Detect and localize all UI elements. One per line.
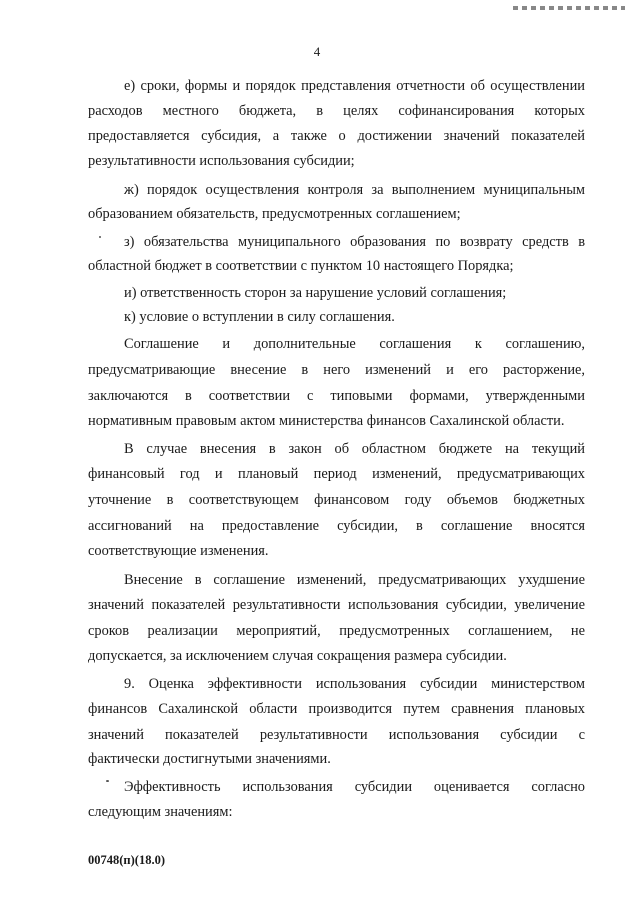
- text-line: финансов Сахалинской области производится путем сравнения плановых: [88, 701, 585, 717]
- text-line: и) ответственность сторон за нарушение условий соглашения;: [124, 285, 507, 301]
- text-line: значений показателей результативности использования субсидии, увеличение: [88, 597, 585, 613]
- text-line: заключаются в соответствии с типовыми формами, утвержденными: [88, 388, 585, 404]
- scan-speck: [106, 780, 109, 782]
- text-line: фактически достигнутыми значениями.: [88, 751, 331, 767]
- text-line: В случае внесения в закон об областном бюджете на текущий: [124, 441, 585, 457]
- text-line: следующим значениям:: [88, 804, 233, 820]
- text-line: з) обязательства муниципального образования по возврату средств в: [124, 234, 585, 250]
- text-line: соответствующие изменения.: [88, 543, 269, 559]
- text-line: ж) порядок осуществления контроля за выполнением муниципальным: [124, 182, 585, 198]
- scan-speck: [99, 236, 101, 238]
- scan-edge-mark: [513, 6, 625, 10]
- text-line: Эффективность использования субсидии оценивается согласно: [124, 779, 585, 795]
- text-line: расходов местного бюджета, в целях софинансирования которых: [88, 103, 585, 119]
- text-line: финансовый год и плановый период изменений, предусматривающих: [88, 466, 585, 482]
- text-line: е) сроки, формы и порядок представления отчетности об осуществлении: [124, 78, 585, 94]
- text-line: Внесение в соглашение изменений, предусматривающих ухудшение: [124, 572, 585, 588]
- text-line: образованием обязательств, предусмотренных соглашением;: [88, 206, 461, 222]
- text-line: областной бюджет в соответствии с пунктом 10 настоящего Порядка;: [88, 258, 514, 274]
- text-line: результативности использования субсидии;: [88, 153, 355, 169]
- text-line: значений показателей результативности использования субсидии с: [88, 727, 585, 743]
- text-line: предусматривающие внесение в него изменений и его расторжение,: [88, 362, 585, 378]
- page-number: 4: [313, 44, 321, 59]
- text-line: к) условие о вступлении в силу соглашения.: [124, 309, 395, 325]
- text-line: нормативным правовым актом министерства финансов Сахалинской области.: [88, 413, 565, 429]
- text-line: сроков реализации мероприятий, предусмотренных соглашением, не: [88, 623, 585, 639]
- text-line: Соглашение и дополнительные соглашения к соглашению,: [124, 336, 585, 352]
- text-line: допускается, за исключением случая сокращения размера субсидии.: [88, 648, 507, 664]
- text-line: 9. Оценка эффективности использования субсидии министерством: [124, 676, 585, 692]
- text-line: предоставляется субсидия, а также о достижении значений показателей: [88, 128, 585, 144]
- document-code: 00748(п)(18.0): [88, 853, 165, 867]
- text-line: уточнение в соответствующем финансовом году объемов бюджетных: [88, 492, 585, 508]
- text-line: ассигнований на предоставление субсидии, в соглашение вносятся: [88, 518, 585, 534]
